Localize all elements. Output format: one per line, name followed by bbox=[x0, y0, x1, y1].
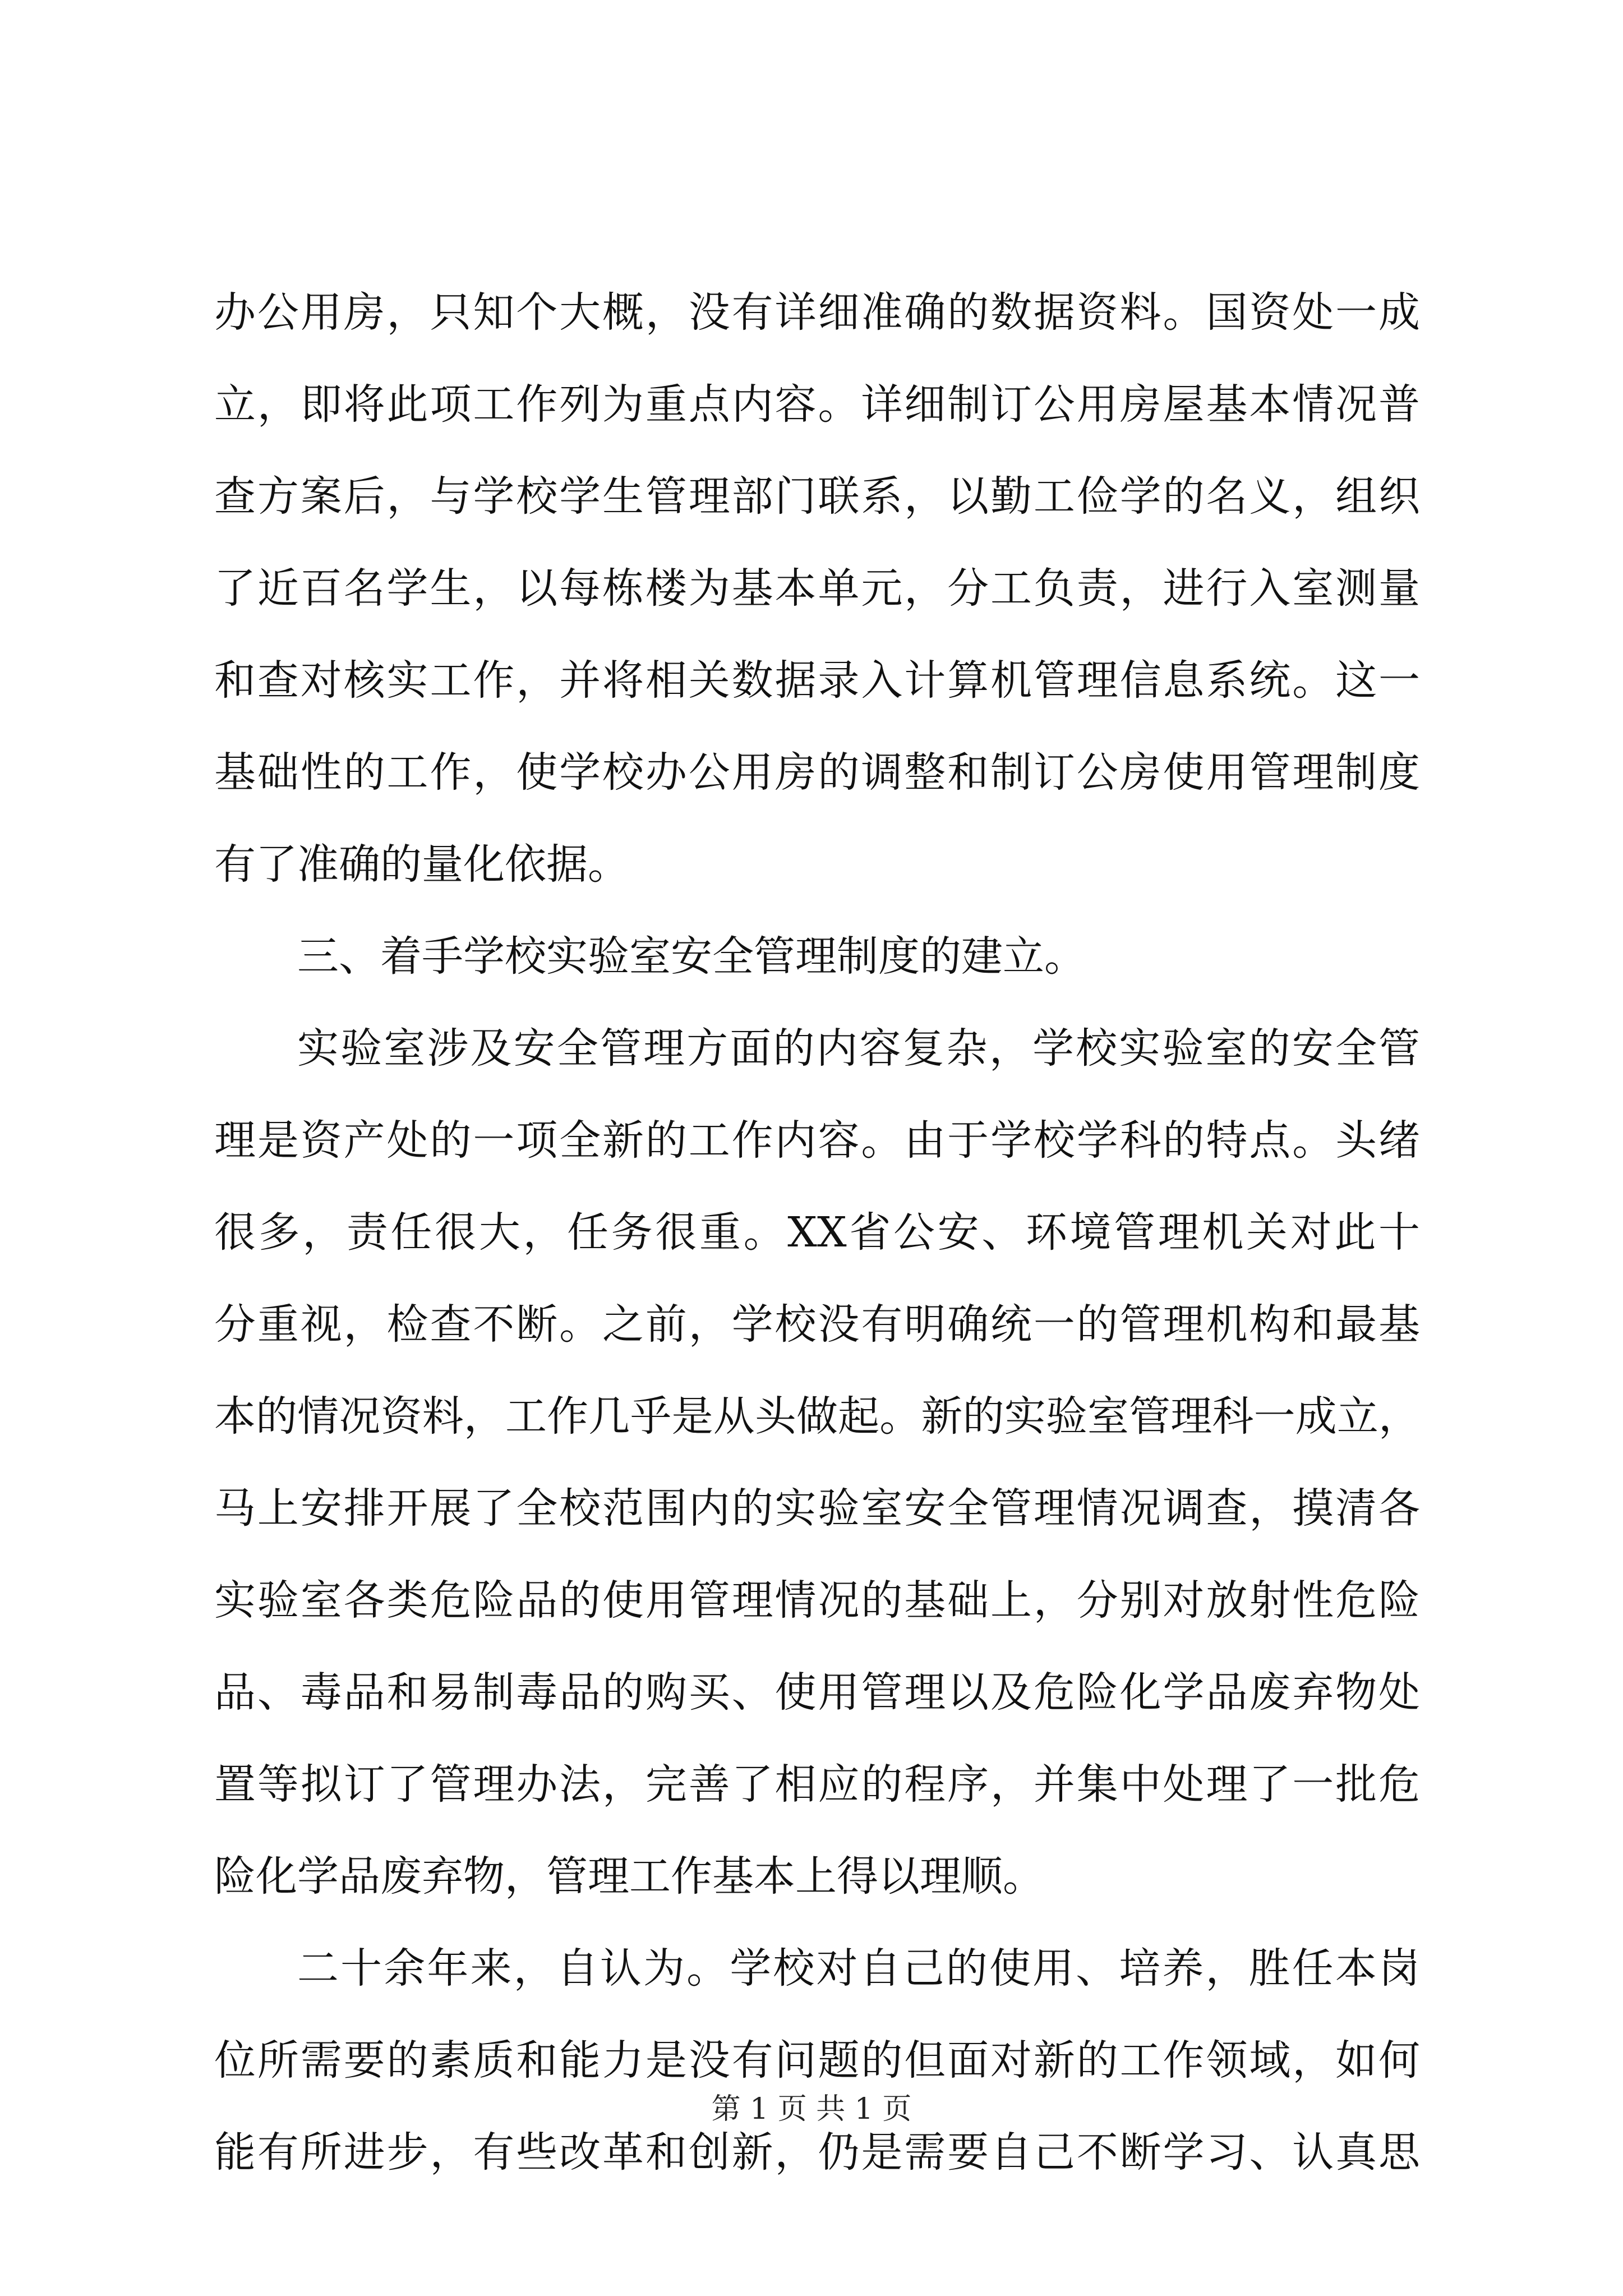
text-line: 和查对核实工作，并将相关数据录入计算机管理信息系统。这一 bbox=[214, 656, 1420, 705]
text-line: 本的情况资料，工作几乎是从头做起。新的实验室管理科一成立， bbox=[214, 1392, 1420, 1441]
text-line: 位所需要的素质和能力是没有问题的但面对新的工作领域，如何 bbox=[214, 2036, 1420, 2085]
text-line: 了近百名学生，以每栋楼为基本单元，分工负责，进行入室测量 bbox=[214, 564, 1420, 613]
text-line: 二十余年来，自认为。学校对自己的使用、培养，胜任本岗 bbox=[297, 1944, 1420, 1993]
text-line: 很多，责任很大，任务很重。XX省公安、环境管理机关对此十 bbox=[214, 1208, 1420, 1257]
text-line: 实验室涉及安全管理方面的内容复杂，学校实验室的安全管 bbox=[297, 1024, 1420, 1073]
section-heading: 三、着手学校实验室安全管理制度的建立。 bbox=[297, 932, 1086, 981]
document-body bbox=[214, 266, 1420, 2198]
text-line: 办公用房，只知个大概，没有详细准确的数据资料。国资处一成 bbox=[214, 288, 1420, 337]
text-line: 能有所进步，有些改革和创新，仍是需要自己不断学习、认真思 bbox=[214, 2128, 1420, 2177]
text-line: 品、毒品和易制毒品的购买、使用管理以及危险化学品废弃物处 bbox=[214, 1668, 1420, 1717]
text-line: 立，即将此项工作列为重点内容。详细制订公用房屋基本情况普 bbox=[214, 380, 1420, 429]
text-line: 分重视，检查不断。之前，学校没有明确统一的管理机构和最基 bbox=[214, 1300, 1420, 1349]
text-line: 理是资产处的一项全新的工作内容。由于学校学科的特点。头绪 bbox=[214, 1116, 1420, 1165]
text-line: 查方案后，与学校学生管理部门联系，以勤工俭学的名义，组织 bbox=[214, 472, 1420, 521]
page-number-footer: 第 1 页 共 1 页 bbox=[711, 2092, 912, 2126]
text-line: 实验室各类危险品的使用管理情况的基础上，分别对放射性危险 bbox=[214, 1576, 1420, 1625]
text-line: 有了准确的量化依据。 bbox=[214, 840, 629, 889]
text-line: 置等拟订了管理办法，完善了相应的程序，并集中处理了一批危 bbox=[214, 1760, 1420, 1809]
text-line: 险化学品废弃物，管理工作基本上得以理顺。 bbox=[214, 1852, 1044, 1901]
text-line: 基础性的工作，使学校办公用房的调整和制订公房使用管理制度 bbox=[214, 748, 1420, 797]
text-line: 马上安排开展了全校范围内的实验室安全管理情况调查，摸清各 bbox=[214, 1484, 1420, 1533]
